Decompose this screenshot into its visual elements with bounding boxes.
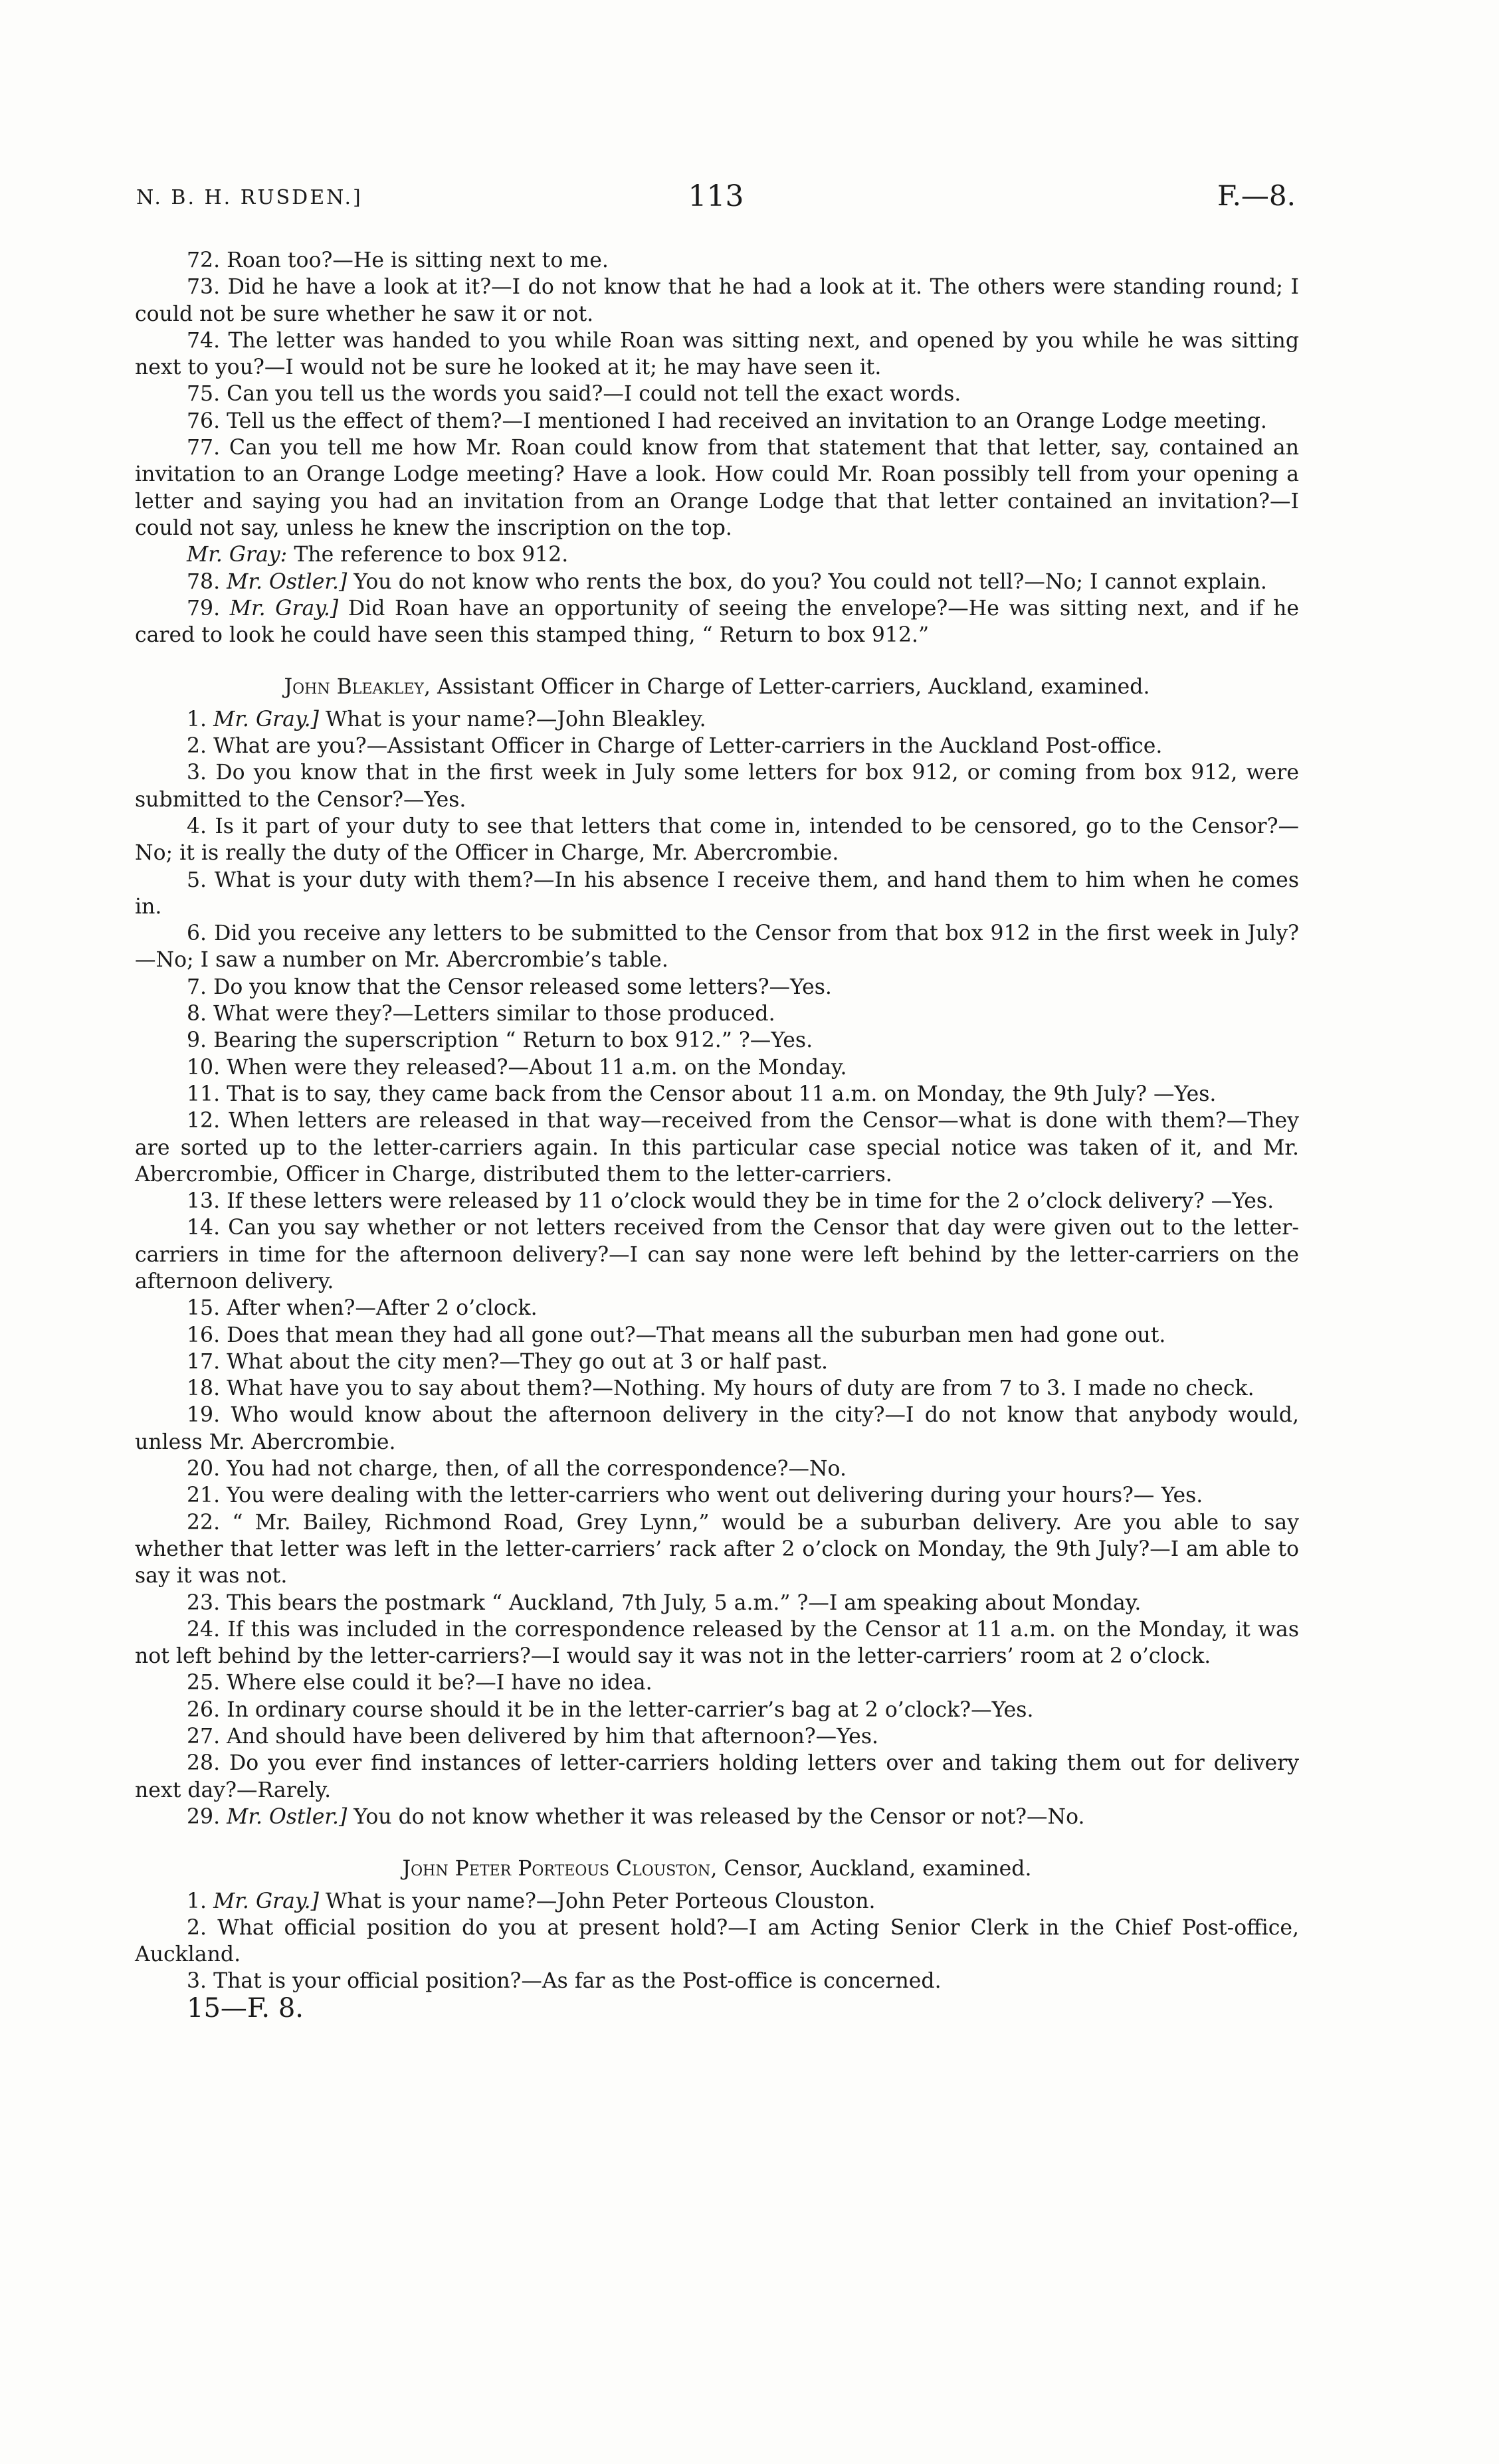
clouston-question-2: 2. What official position do you at present hold?—I am Acting Senior Clerk in the Chief Post-office, Auckland. <box>135 1915 1299 1967</box>
question-number: 79. <box>187 596 221 620</box>
question-number: 78. <box>187 569 221 594</box>
page-number: 113 <box>688 179 744 213</box>
bleakley-question-20: 20. You had not charge, then, of all the correspondence?—No. <box>187 1457 847 1481</box>
question-number: 1. <box>187 707 207 731</box>
bleakley-question-19: 19. Who would know about the afternoon delivery in the city?—I do not know that anybody would, unless Mr. Abercrombie. <box>135 1403 1299 1454</box>
bleakley-question-23: 23. This bears the postmark “ Auckland, 7th July, 5 a.m.” ?—I am speaking about Monday. <box>187 1590 1142 1615</box>
bleakley-question-21: 21. You were dealing with the letter-carriers who went out delivering during your hours?— Yes. <box>187 1483 1203 1508</box>
bleakley-question-2: 2. What are you?—Assistant Officer in Charge of Letter-carriers in the Auckland Post-office. <box>187 734 1163 759</box>
bleakley-question-8: 8. What were they?—Letters similar to those produced. <box>187 1002 775 1026</box>
bleakley-question-25: 25. Where else could it be?—I have no idea. <box>187 1671 652 1695</box>
signature-mark: 15—F. 8. <box>187 1992 304 2024</box>
question-74: 74. The letter was handed to you while Roan was sitting next, and opened by you while he was sitting next to you?—I would not be sure he looked at it; he may have seen it. <box>135 328 1299 380</box>
speaker-name: Mr. Gray.] <box>213 707 319 731</box>
bleakley-question-16: 16. Does that mean they had all gone out?—That means all the suburban men had gone out. <box>187 1323 1166 1347</box>
bleakley-question-7: 7. Do you know that the Censor released some letters?—Yes. <box>187 975 832 999</box>
question-73: 73. Did he have a look at it?—I do not know that he had a look at it. The others were standing round; I could not be sure whether he saw it or not. <box>135 275 1299 326</box>
bleakley-question-11: 11. That is to say, they came back from the Censor about 11 a.m. on Monday, the 9th July? —Yes. <box>187 1082 1217 1106</box>
bleakley-question-4: 4. Is it part of your duty to see that letters that come in, intended to be censored, go to the Censor?—No; it is really the duty of the Officer in Charge, Mr. Abercrombie. <box>135 814 1299 866</box>
witness-name: John Bleakley, <box>284 675 431 700</box>
bleakley-question-24: 24. If this was included in the correspondence released by the Censor at 11 a.m. on the Monday, it was not left behind by the letter-carriers?—I would say it was not in the letter-carriers’ room at 2 o’clock. <box>135 1617 1299 1669</box>
question-78 <box>135 569 1299 595</box>
bleakley-question-15: 15. After when?—After 2 o’clock. <box>187 1296 538 1321</box>
witness-description: Censor, Auckland, examined. <box>724 1857 1032 1881</box>
bleakley-question-17: 17. What about the city men?—They go out at 3 or half past. <box>187 1349 829 1374</box>
speaker-name: Mr. Gray.] <box>213 1889 319 1913</box>
bleakley-question-27: 27. And should have been delivered by him that afternoon?—Yes. <box>187 1725 878 1749</box>
bleakley-question-26: 26. In ordinary course should it be in the letter-carrier’s bag at 2 o’clock?—Yes. <box>187 1697 1034 1722</box>
clouston-question-3: 3. That is your official position?—As far as the Post-office is concerned. <box>187 1969 942 1994</box>
bleakley-question-14: 14. Can you say whether or not letters received from the Censor that day were given out to the letter-carriers in time for the afternoon delivery?—I can say none were left behind by the letter-carriers on the afternoon delivery. <box>135 1216 1299 1293</box>
question-text: You do not know who rents the box, do you? You could not tell?—No; I cannot explain. <box>353 569 1267 594</box>
question-text: You do not know whether it was released by the Censor or not?—No. <box>353 1804 1085 1829</box>
bleakley-question-1 <box>135 706 1299 733</box>
question-76: 76. Tell us the effect of them?—I mentioned I had received an invitation to an Orange Lodge meeting. <box>187 409 1267 433</box>
question-75: 75. Can you tell us the words you said?—I could not tell the exact words. <box>187 382 961 407</box>
bleakley-question-10: 10. When were they released?—About 11 a.m. on the Monday. <box>187 1055 847 1080</box>
evidence-text <box>135 247 1299 2022</box>
paper-reference: F.—8. <box>1217 179 1296 212</box>
bleakley-question-22: 22. “ Mr. Bailey, Richmond Road, Grey Lynn,” would be a suburban delivery. Are you able to say whether that letter was left in the letter-carriers’ rack after 2 o’clock on Monday, the 9th July?—I am able to say it was not. <box>135 1510 1299 1588</box>
bleakley-question-29 <box>135 1804 1299 1830</box>
speaker-name: Mr. Gray.] <box>229 596 339 620</box>
clouston-question-1 <box>135 1888 1299 1915</box>
question-text: What is your name?—John Bleakley. <box>325 707 706 731</box>
bleakley-question-9: 9. Bearing the superscription “ Return to box 912.” ?—Yes. <box>187 1028 813 1053</box>
interjection-mr-gray <box>135 541 1299 568</box>
bleakley-question-5: 5. What is your duty with them?—In his absence I receive them, and hand them to him when he comes in. <box>135 868 1299 919</box>
question-72: 72. Roan too?—He is sitting next to me. <box>187 248 609 272</box>
witness-description: Assistant Officer in Charge of Letter-carriers, Auckland, examined. <box>437 675 1150 700</box>
question-text: What is your name?—John Peter Porteous Clouston. <box>325 1889 876 1913</box>
bleakley-question-13: 13. If these letters were released by 11 o’clock would they be in time for the 2 o’clock delivery? —Yes. <box>187 1189 1274 1214</box>
question-text: Did Roan have an opportunity of seeing the envelope?—He was sitting next, and if he cared to look he could have seen this stamped thing, “ Return to box 912.” <box>135 596 1299 648</box>
header-witness-label: N. B. H. RUSDEN.] <box>136 186 363 209</box>
question-number: 29. <box>187 1804 221 1829</box>
bleakley-question-3: 3. Do you know that in the first week in July some letters for box 912, or coming from box 912, were submitted to the Censor?—Yes. <box>135 761 1299 812</box>
witness-heading-clouston <box>135 1855 1299 1882</box>
question-number: 1. <box>187 1889 207 1913</box>
bleakley-question-12: 12. When letters are released in that way—received from the Censor—what is done with them?—They are sorted up to the letter-carriers again. In this particular case special notice was taken of it, and Mr. Abercrombie, Officer in Charge, distributed them to the letter-carriers. <box>135 1109 1299 1186</box>
question-79 <box>135 595 1299 649</box>
bleakley-question-6: 6. Did you receive any letters to be submitted to the Censor from that box 912 in the first week in July?—No; I saw a number on Mr. Abercrombie’s table. <box>135 921 1299 973</box>
interjection-text: The reference to box 912. <box>294 543 569 567</box>
speaker-name: Mr. Gray: <box>187 543 288 567</box>
bleakley-question-18: 18. What have you to say about them?—Nothing. My hours of duty are from 7 to 3. I made no check. <box>187 1376 1254 1401</box>
bleakley-question-28: 28. Do you ever find instances of letter-carriers holding letters over and taking them out for delivery next day?—Rarely. <box>135 1751 1299 1802</box>
speaker-name: Mr. Ostler.] <box>227 1804 348 1829</box>
witness-name: John Peter Porteous Clouston, <box>402 1857 718 1881</box>
page-header <box>136 179 1296 219</box>
question-77: 77. Can you tell me how Mr. Roan could know from that statement that that letter, say, contained an invitation to an Orange Lodge meeting? Have a look. How could Mr. Roan possibly tell from your opening a letter and saying you had an invitation from an Orange Lodge that that letter contained an invitation?—I could not say, unless he knew the inscription on the top. <box>135 436 1299 540</box>
witness-heading-bleakley <box>135 674 1299 700</box>
speaker-name: Mr. Ostler.] <box>227 569 348 594</box>
